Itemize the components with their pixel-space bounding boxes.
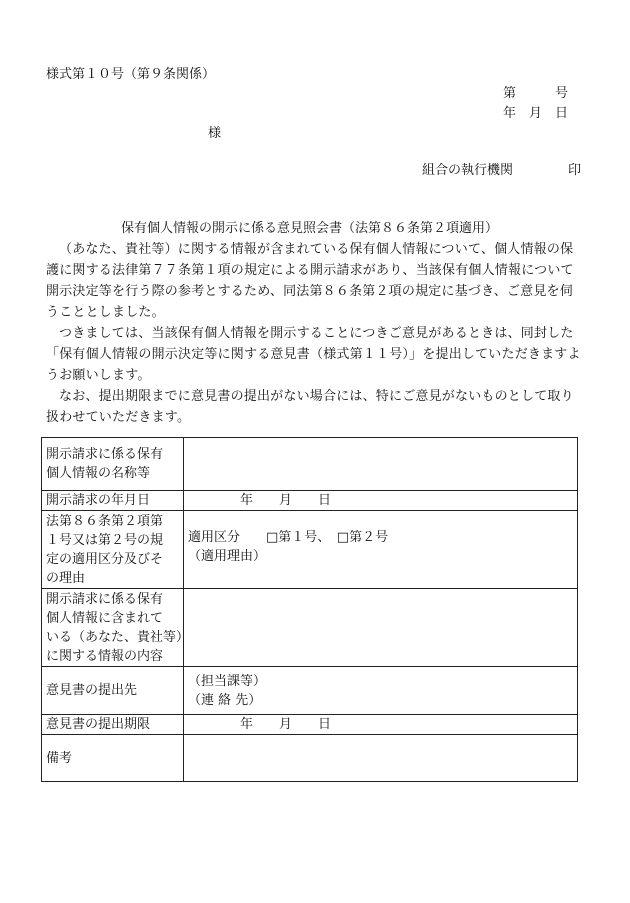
submission-deadline-value: 年 月 日 <box>184 715 578 735</box>
request-date-value: 年 月 日 <box>184 491 578 511</box>
document-number: 第 号 <box>503 86 569 101</box>
form-number: 様式第１０号（第９条関係） <box>46 67 216 82</box>
sender-name: 組合の執行機関 <box>422 163 514 178</box>
submission-address-value <box>184 667 578 715</box>
table-row <box>42 491 578 511</box>
inquiry-table <box>41 437 578 782</box>
body-paragraph: つきましては、当該保有個人情報を開示することにつきご意見があるときは、同封した「保有個人情報の開示決定等に関する意見書（様式第１１号）」を提出していただきますようお願いします。 <box>46 326 581 383</box>
seal-mark: 印 <box>568 163 582 178</box>
remarks-value <box>184 735 578 782</box>
body-paragraph: （あなた、貴社等）に関する情報が含まれている保有個人情報について、個人情報の保護に関する法律第７７条第１項の規定による開示請求があり、当該保有個人情報について開示決定等を行う際の参考とするため、同法第８６条第２項の規定に基づき、ご意見を伺うこととしました。 <box>46 242 574 320</box>
body-paragraph: なお、提出期限までに意見書の提出がない場合には、特にご意見がないものとして取り扱わせていただきます。 <box>46 389 574 425</box>
info-name-label: 開示請求に係る保有 個人情報の名称等 <box>42 438 184 491</box>
category-options: 適用区分 □第１号、 □第２号 <box>188 530 389 545</box>
table-row <box>42 438 578 491</box>
responsible-section-label: （担当課等） <box>188 673 267 689</box>
info-content-label: 開示請求に係る保有 個人情報に含まれて いる（あなた、貴社等） に関する情報の内容 <box>42 589 184 667</box>
submission-address-label: 意見書の提出先 <box>42 667 184 715</box>
table-row <box>42 667 578 715</box>
request-date-label: 開示請求の年月日 <box>42 491 184 511</box>
info-content-value <box>184 589 578 667</box>
document-title: 保有個人情報の開示に係る意見照会書（法第８６条第２項適用） <box>121 221 499 236</box>
submission-deadline-label: 意見書の提出期限 <box>42 715 184 735</box>
applicable-category-label: 法第８６条第２項第 １号又は第２号の規 定の適用区分及びそ の理由 <box>42 511 184 589</box>
remarks-label: 備考 <box>42 735 184 782</box>
table-row <box>42 511 578 589</box>
info-name-value <box>184 438 578 491</box>
document-date: 年 月 日 <box>503 106 569 121</box>
table-row <box>42 735 578 782</box>
table-row <box>42 589 578 667</box>
table-row <box>42 715 578 735</box>
applicable-category-value <box>184 511 578 589</box>
body-text <box>46 239 584 428</box>
category-reason-label: （適用理由） <box>188 549 267 564</box>
contact-label: （連 絡 先） <box>188 692 262 708</box>
addressee-honorific: 様 <box>208 126 222 141</box>
